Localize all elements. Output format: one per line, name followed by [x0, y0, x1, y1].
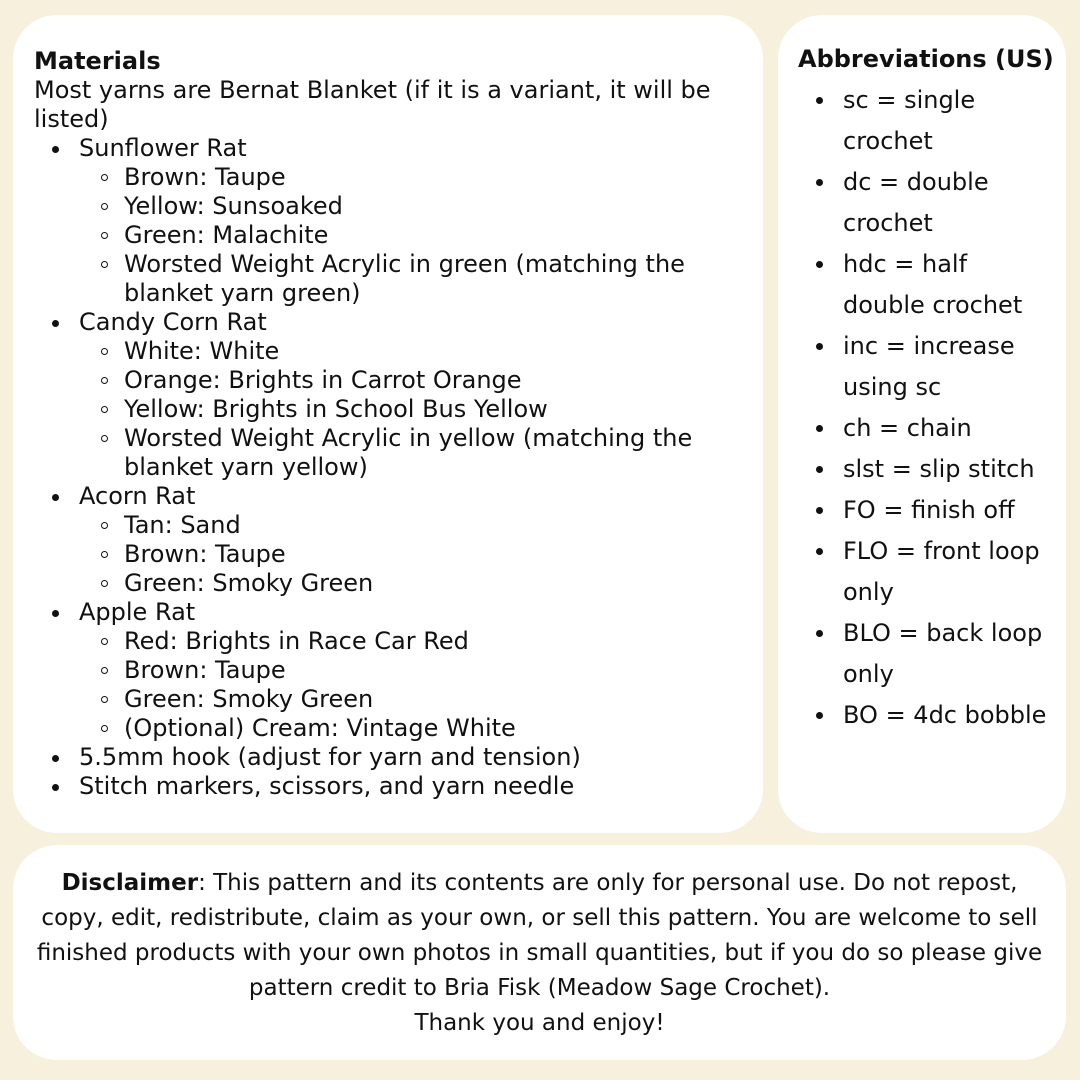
yarn-item: Worsted Weight Acrylic in green (matching the blanket yarn green): [124, 250, 743, 308]
yarn-item: Green: Smoky Green: [124, 569, 743, 598]
abbreviation-item: inc = increase using sc: [843, 326, 1056, 408]
yarn-item: Green: Smoky Green: [124, 685, 743, 714]
yarn-list: [79, 627, 743, 743]
rat-name: Sunflower Rat: [79, 134, 247, 162]
abbreviation-item: FO = finish off: [843, 490, 1056, 531]
abbreviation-item: sc = single crochet: [843, 80, 1056, 162]
yarn-list: [79, 163, 743, 308]
rat-name: Acorn Rat: [79, 482, 196, 510]
rat-item: [79, 482, 743, 598]
disclaimer-label: Disclaimer: [61, 870, 199, 896]
abbreviations-title: Abbreviations (US): [798, 45, 1054, 73]
disclaimer-text: : This pattern and its contents are only for personal use. Do not repost, copy, edit, redistribute, claim as your own, or sell this pattern. You are welcome to sell finished products with your own photos in small quantities, but if you do so please give pattern credit to Bria Fisk (Meadow Sage Crochet).: [36, 870, 1043, 1001]
yarn-item: White: White: [124, 337, 743, 366]
yarn-item: Yellow: Sunsoaked: [124, 192, 743, 221]
materials-card: [13, 15, 763, 833]
yarn-item: Yellow: Brights in School Bus Yellow: [124, 395, 743, 424]
abbreviation-item: slst = slip stitch: [843, 449, 1056, 490]
abbreviation-item: ch = chain: [843, 408, 1056, 449]
rat-name: Apple Rat: [79, 598, 196, 626]
yarn-item: Brown: Taupe: [124, 540, 743, 569]
abbreviations-card: [778, 15, 1066, 833]
yarn-item: (Optional) Cream: Vintage White: [124, 714, 743, 743]
yarn-list: [79, 511, 743, 598]
yarn-item: Brown: Taupe: [124, 656, 743, 685]
rat-item: [79, 134, 743, 308]
tool-item: 5.5mm hook (adjust for yarn and tension): [79, 743, 743, 772]
abbreviation-item: dc = double crochet: [843, 162, 1056, 244]
abbreviations-list: [798, 80, 1056, 736]
materials-list: [34, 134, 743, 801]
abbreviation-item: BLO = back loop only: [843, 613, 1056, 695]
rat-item: [79, 308, 743, 482]
disclaimer-paragraph: [35, 866, 1044, 1006]
materials-intro: Most yarns are Bernat Blanket (if it is a variant, it will be listed): [34, 76, 711, 133]
abbreviation-item: hdc = half double crochet: [843, 244, 1056, 326]
yarn-item: Red: Brights in Race Car Red: [124, 627, 743, 656]
yarn-item: Worsted Weight Acrylic in yellow (matching the blanket yarn yellow): [124, 424, 743, 482]
materials-title: Materials: [34, 47, 161, 75]
yarn-item: Green: Malachite: [124, 221, 743, 250]
tool-item: Stitch markers, scissors, and yarn needle: [79, 772, 743, 801]
rat-name: Candy Corn Rat: [79, 308, 267, 336]
abbreviation-item: BO = 4dc bobble: [843, 695, 1056, 736]
yarn-list: [79, 337, 743, 482]
rat-item: [79, 598, 743, 743]
disclaimer-card: [13, 845, 1066, 1060]
abbreviation-item: FLO = front loop only: [843, 531, 1056, 613]
yarn-item: Orange: Brights in Carrot Orange: [124, 366, 743, 395]
disclaimer-closing: Thank you and enjoy!: [414, 1010, 665, 1036]
yarn-item: Tan: Sand: [124, 511, 743, 540]
yarn-item: Brown: Taupe: [124, 163, 743, 192]
